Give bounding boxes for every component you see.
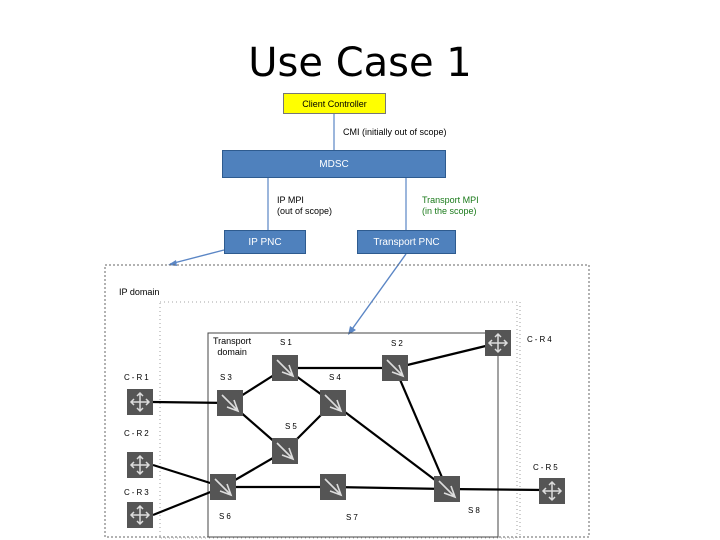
- router-ce5-icon: [539, 478, 565, 504]
- page-title: Use Case 1: [248, 40, 472, 86]
- transport-pnc-link: [350, 254, 406, 332]
- router-ce1-icon: [127, 389, 153, 415]
- switch-s5-icon: [272, 438, 298, 464]
- router-ce2-label: C-R2: [124, 429, 151, 438]
- ip-domain-box: [105, 265, 589, 537]
- transport-pnc-box: Transport PNC: [357, 230, 456, 254]
- transport-domain-label: Transport domain: [213, 336, 252, 357]
- router-ce4-label: C-R4: [527, 335, 554, 344]
- router-ce5-label: C-R5: [533, 463, 560, 472]
- switch-s6-icon: [210, 474, 236, 500]
- ip-pnc-box: IP PNC: [224, 230, 306, 254]
- router-ce3-icon: [127, 502, 153, 528]
- switch-s6-label: S6: [219, 512, 233, 521]
- switch-s7-label: S7: [346, 513, 360, 522]
- switch-s1-label: S1: [280, 338, 294, 347]
- cmi-label: CMI (initially out of scope): [343, 127, 447, 137]
- router-ce1-label: C-R1: [124, 373, 151, 382]
- switch-s7-icon: [320, 474, 346, 500]
- ip-domain-label: IP domain: [119, 287, 160, 297]
- switch-s2-label: S2: [391, 339, 405, 348]
- router-ce3-label: C-R3: [124, 488, 151, 497]
- router-ce4-icon: [485, 330, 511, 356]
- mdsc-box: MDSC: [222, 150, 446, 178]
- switch-s5-label: S5: [285, 422, 299, 431]
- router-ce2-icon: [127, 452, 153, 478]
- switch-s1-icon: [272, 355, 298, 381]
- switch-s3-label: S3: [220, 373, 234, 382]
- ip-pnc-link: [170, 250, 224, 264]
- transport-domain-box: [208, 333, 498, 537]
- switch-s8-label: S8: [468, 506, 482, 515]
- switch-s8-icon: [434, 476, 460, 502]
- switch-s4-label: S4: [329, 373, 343, 382]
- switch-s3-icon: [217, 390, 243, 416]
- client-controller-box: Client Controller: [283, 93, 386, 114]
- ip-mpi-label: IP MPI (out of scope): [277, 195, 333, 216]
- switch-s2-icon: [382, 355, 408, 381]
- switch-s4-icon: [320, 390, 346, 416]
- transport-mpi-label: Transport MPI (in the scope): [422, 195, 479, 216]
